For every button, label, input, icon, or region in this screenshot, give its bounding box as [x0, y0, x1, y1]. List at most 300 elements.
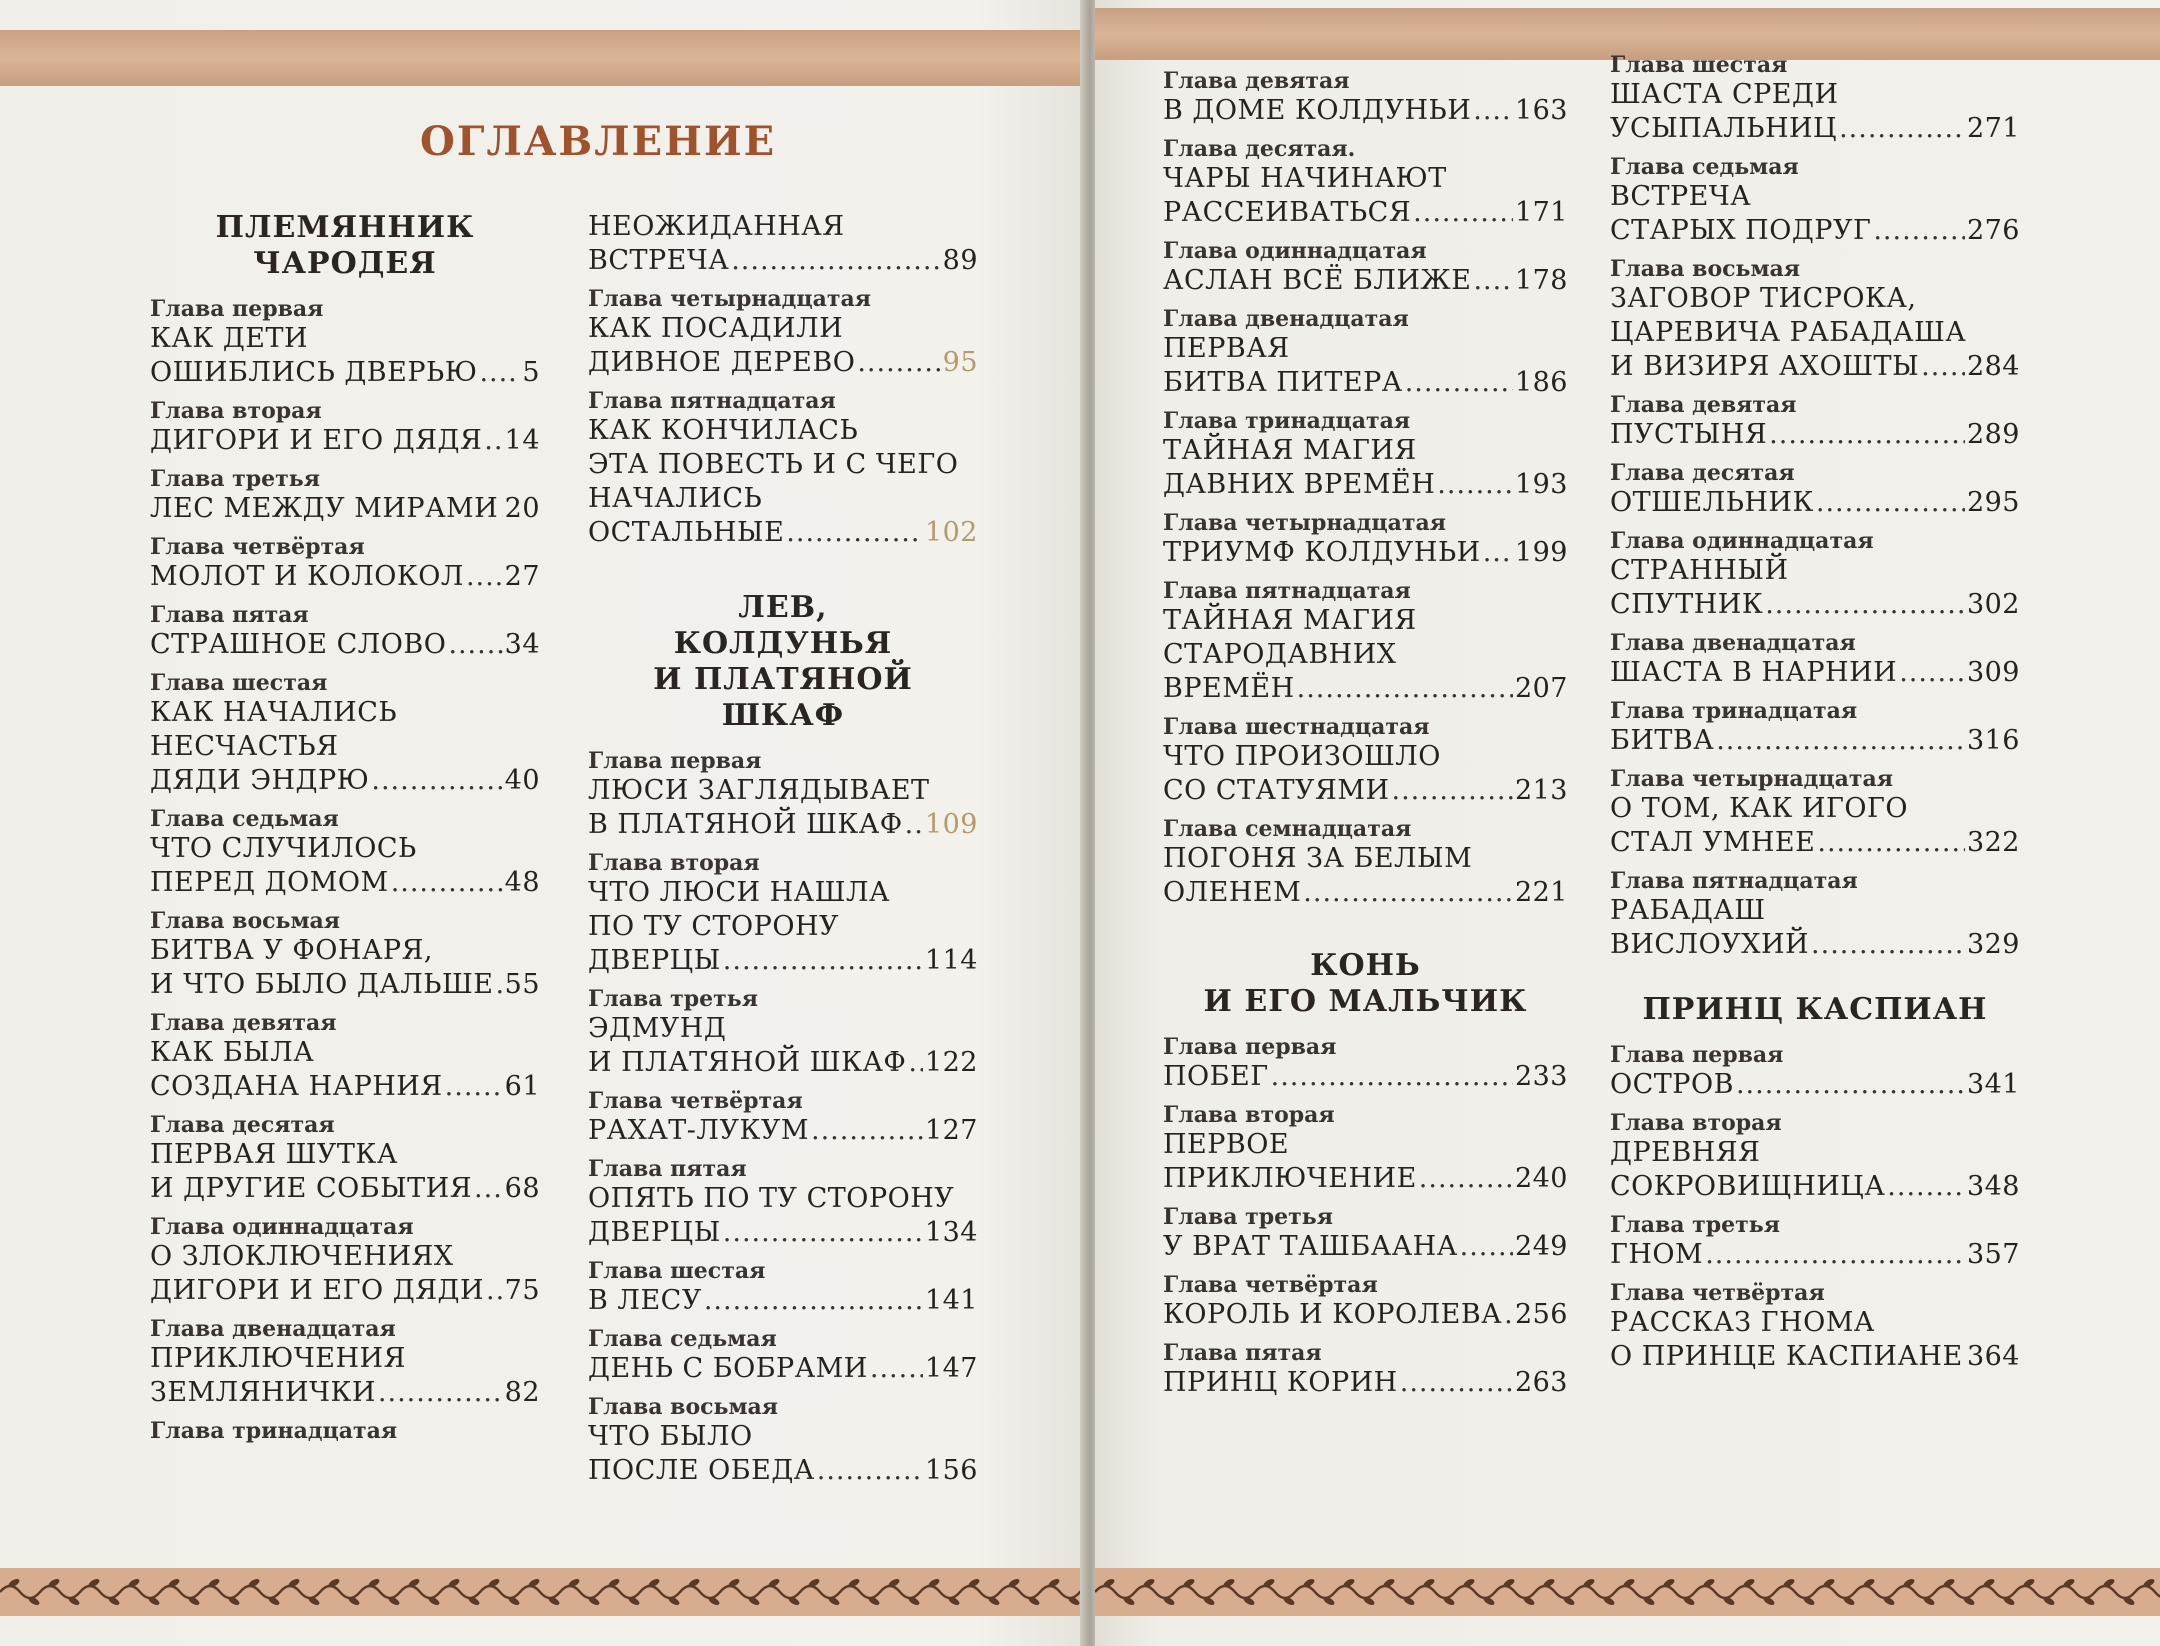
chapter-label: Глава первая	[588, 748, 762, 774]
toc-entry	[588, 388, 978, 550]
page-number: 134	[924, 1217, 978, 1248]
column-3	[1163, 68, 1568, 1408]
dot-leader	[474, 1172, 503, 1206]
right-page	[1095, 0, 2160, 1646]
chapter-title-line: КАК ПОСАДИЛИ	[588, 313, 844, 344]
page-number: 309	[1966, 657, 2020, 688]
chapter-title-line	[1163, 468, 1568, 502]
chapter-title-text: ОЛЕНЕМ	[1163, 877, 1302, 908]
dot-leader	[1816, 486, 1965, 520]
page-number: 295	[1966, 487, 2020, 518]
page-number: 364	[1966, 1341, 2020, 1372]
page-number: 322	[1966, 827, 2020, 858]
dot-leader	[1899, 656, 1965, 690]
page-number: 348	[1966, 1171, 2020, 1202]
dot-leader	[786, 516, 923, 550]
dot-leader	[1769, 418, 1965, 452]
chapter-label: Глава пятая	[150, 602, 309, 628]
dot-leader	[479, 356, 520, 390]
chapter-label: Глава вторая	[1163, 1102, 1335, 1128]
dot-leader	[1392, 774, 1513, 808]
chapter-title-line	[1163, 876, 1568, 910]
chapter-label: Глава третья	[588, 986, 758, 1012]
page-number: 75	[504, 1275, 540, 1306]
chapter-title-text: РАХАТ-ЛУКУМ	[588, 1115, 810, 1146]
chapter-label: Глава десятая	[1610, 460, 1795, 486]
chapter-title-line: ПЕРВАЯ ШУТКА	[150, 1139, 398, 1170]
chapter-label: Глава вторая	[1610, 1110, 1782, 1136]
chapter-label: Глава вторая	[150, 398, 322, 424]
book-title-line: И ЕГО МАЛЬЧИК	[1203, 984, 1528, 1019]
chapter-title-text: ОСТРОВ	[1610, 1069, 1734, 1100]
chapter-title-line: ОПЯТЬ ПО ТУ СТОРОНУ	[588, 1183, 955, 1214]
chapter-title-text: ДЕНЬ С БОБРАМИ	[588, 1353, 868, 1384]
dot-leader	[723, 1216, 923, 1250]
page-number: 34	[504, 629, 540, 660]
toc-entry	[1610, 528, 2020, 622]
chapter-title-line: КАК КОНЧИЛАСЬ	[588, 415, 859, 446]
book-title	[1610, 992, 2020, 1028]
chapter-label: Глава восьмая	[1610, 256, 1801, 282]
chapter-title-line: ШАСТА СРЕДИ	[1610, 79, 1839, 110]
dot-leader	[1473, 264, 1512, 298]
dot-leader	[870, 1352, 923, 1386]
page-number: 302	[1966, 589, 2020, 620]
page-number: 89	[942, 245, 978, 276]
chapter-title-text: ВРЕМЁН	[1163, 673, 1295, 704]
toc-entry	[588, 986, 978, 1080]
page-number: 147	[924, 1353, 978, 1384]
page-number: 207	[1514, 673, 1568, 704]
chapter-label: Глава тринадцатая	[150, 1418, 398, 1444]
chapter-list	[150, 296, 540, 1410]
dot-leader	[500, 492, 502, 526]
book-title-line: ЛЕВ,	[738, 590, 828, 625]
column-4	[1610, 52, 2020, 1382]
chapter-title-text: ОСТАЛЬНЫЕ	[588, 517, 785, 548]
toc-entry	[150, 908, 540, 1002]
chapter-title-text: ВСТРЕЧА	[588, 245, 730, 276]
page-number: 213	[1514, 775, 1568, 806]
chapter-title-line: СТАРОДАВНИХ	[1163, 639, 1397, 670]
chapter-label: Глава четырнадцатая	[1163, 510, 1446, 536]
toc-entry	[1610, 1110, 2020, 1204]
chapter-title-text: В ДОМЕ КОЛДУНЬИ	[1163, 95, 1472, 126]
chapter-title-line	[1610, 928, 2020, 962]
chapter-label: Глава девятая	[150, 1010, 337, 1036]
chapter-title-line	[150, 1172, 540, 1206]
chapter-title-line: КАК НАЧАЛИСЬ	[150, 697, 398, 728]
chapter-title-line	[588, 808, 978, 842]
page-number: 127	[924, 1115, 978, 1146]
dot-leader	[1887, 1170, 1965, 1204]
chapter-title-text: УСЫПАЛЬНИЦ	[1610, 113, 1838, 144]
page-number: 178	[1514, 265, 1568, 296]
chapter-title-line: ПРИКЛЮЧЕНИЯ	[150, 1343, 406, 1374]
chapter-title-text: ДВЕРЦЫ	[588, 945, 721, 976]
toc-entry	[1610, 52, 2020, 146]
chapter-title-line: СТРАННЫЙ	[1610, 555, 1789, 586]
chapter-title-text: ПОБЕГ	[1163, 1061, 1269, 1092]
page-number: 156	[924, 1455, 978, 1486]
chapter-label: Глава четырнадцатая	[588, 286, 871, 312]
page-number: 114	[924, 945, 978, 976]
chapter-label: Глава пятнадцатая	[1163, 578, 1411, 604]
chapter-label: Глава четвёртая	[150, 534, 365, 560]
toc-entry	[588, 210, 978, 278]
chapter-title-line: НЕСЧАСТЬЯ	[150, 731, 339, 762]
chapter-label: Глава вторая	[588, 850, 760, 876]
chapter-title-line	[150, 628, 540, 662]
chapter-title-text: БИТВА ПИТЕРА	[1163, 367, 1403, 398]
dot-leader	[496, 968, 503, 1002]
page-number: 271	[1966, 113, 2020, 144]
chapter-title-line	[1163, 196, 1568, 230]
dot-leader	[1504, 1298, 1513, 1332]
chapter-label: Глава восьмая	[588, 1394, 779, 1420]
chapter-title-line	[150, 1376, 540, 1410]
toc-entry	[150, 466, 540, 526]
toc-entry	[150, 1214, 540, 1308]
chapter-label: Глава четвёртая	[1163, 1272, 1378, 1298]
toc-entry	[150, 806, 540, 900]
chapter-label: Глава двенадцатая	[1163, 306, 1409, 332]
toc-entry	[150, 1316, 540, 1410]
chapter-title-line: ВСТРЕЧА	[1610, 181, 1752, 212]
chapter-label: Глава двенадцатая	[1610, 630, 1856, 656]
page-number: 82	[504, 1377, 540, 1408]
page-number: 27	[504, 561, 540, 592]
chapter-title-line	[588, 244, 978, 278]
chapter-title-line	[1610, 418, 2020, 452]
chapter-label: Глава третья	[150, 466, 320, 492]
toc-entry	[1610, 1280, 2020, 1374]
chapter-title-line	[1610, 588, 2020, 622]
chapter-label: Глава десятая	[150, 1112, 335, 1138]
book-title	[150, 210, 540, 282]
page-number: 199	[1514, 537, 1568, 568]
toc-entry	[588, 1088, 978, 1148]
page-number: 40	[504, 765, 540, 796]
chapter-title-text: В ЛЕСУ	[588, 1285, 702, 1316]
chapter-title-line	[150, 764, 540, 798]
toc-entry	[1610, 392, 2020, 452]
chapter-title-line: НАЧАЛИСЬ	[588, 483, 763, 514]
chapter-title-text: ДЯДИ ЭНДРЮ	[150, 765, 370, 796]
page-number: 329	[1966, 929, 2020, 960]
chapter-title-line: ЭТА ПОВЕСТЬ И С ЧЕГО	[588, 449, 959, 480]
chapter-title-line	[588, 1284, 978, 1318]
chapter-title-line	[1163, 1162, 1568, 1196]
dot-leader	[905, 808, 923, 842]
chapter-title-text: ПРИНЦ КОРИН	[1163, 1367, 1398, 1398]
page-number: 357	[1966, 1239, 2020, 1270]
chapter-title-text: ТРИУМФ КОЛДУНЬИ	[1163, 537, 1481, 568]
chapter-title-line	[1163, 774, 1568, 808]
toc-entry	[1163, 408, 1568, 502]
dot-leader	[1921, 350, 1965, 384]
chapter-list	[1610, 52, 2020, 962]
toc-entry	[1163, 68, 1568, 128]
chapter-title-line	[588, 346, 978, 380]
toc-entry	[1610, 630, 2020, 690]
book-title-line: ПРИНЦ КАСПИАН	[1642, 992, 1988, 1027]
chapter-title-line	[588, 1114, 978, 1148]
dot-leader	[908, 1046, 923, 1080]
chapter-title-line	[588, 1352, 978, 1386]
chapter-title-line: БИТВА У ФОНАРЯ,	[150, 935, 433, 966]
chapter-title-text: СО СТАТУЯМИ	[1163, 775, 1390, 806]
chapter-title-line	[1163, 94, 1568, 128]
toc-entry	[588, 748, 978, 842]
chapter-title-line: ПЕРВАЯ	[1163, 333, 1290, 364]
dot-leader	[1483, 536, 1513, 570]
toc-entry	[1163, 510, 1568, 570]
chapter-label: Глава четвёртая	[588, 1088, 803, 1114]
toc-entry	[1163, 816, 1568, 910]
column-2	[588, 210, 978, 1496]
chapter-title-line	[1163, 1298, 1568, 1332]
chapter-title-text: ОТШЕЛЬНИК	[1610, 487, 1814, 518]
chapter-title-text: МОЛОТ И КОЛОКОЛ	[150, 561, 464, 592]
dot-leader	[1271, 1060, 1513, 1094]
chapter-label: Глава одиннадцатая	[150, 1214, 414, 1240]
column-1	[150, 210, 540, 1452]
ornament-vine-icon	[0, 1568, 1085, 1616]
chapter-label: Глава третья	[1163, 1204, 1333, 1230]
chapter-title-line: О ЗЛОКЛЮЧЕНИЯХ	[150, 1241, 454, 1272]
chapter-label: Глава семнадцатая	[1163, 816, 1412, 842]
dot-leader	[466, 560, 503, 594]
dot-leader	[1297, 672, 1513, 706]
dot-leader	[1413, 196, 1513, 230]
page-number: 171	[1514, 197, 1568, 228]
page-number: 102	[924, 517, 978, 548]
chapter-title-line	[588, 1046, 978, 1080]
chapter-title-line	[1163, 1366, 1568, 1400]
toc-entry	[1610, 766, 2020, 860]
chapter-list	[1163, 68, 1568, 910]
toc-entry	[150, 602, 540, 662]
toc-entry	[1163, 238, 1568, 298]
book-title-line: КОЛДУНЬЯ	[673, 626, 893, 661]
chapter-title-line	[1163, 672, 1568, 706]
chapter-title-line	[1163, 264, 1568, 298]
book-title	[1163, 948, 1568, 1020]
chapter-title-line: ЧТО ЛЮСИ НАШЛА	[588, 877, 890, 908]
chapter-title-text: ПЕРЕД ДОМОМ	[150, 867, 389, 898]
chapter-label: Глава седьмая	[150, 806, 339, 832]
chapter-title-text: О ПРИНЦЕ КАСПИАНЕ	[1610, 1341, 1963, 1372]
chapter-label: Глава шестая	[1610, 52, 1788, 78]
dot-leader	[448, 628, 502, 662]
chapter-label: Глава двенадцатая	[150, 1316, 396, 1342]
toc-entry	[150, 1112, 540, 1206]
chapter-title-line	[1163, 1230, 1568, 1264]
chapter-label: Глава шестнадцатая	[1163, 714, 1430, 740]
dot-leader	[1400, 1366, 1513, 1400]
page-number: 14	[504, 425, 540, 456]
chapter-title-line: ЗАГОВОР ТИСРОКА,	[1610, 283, 1917, 314]
chapter-title-line: ТАЙНАЯ МАГИЯ	[1163, 605, 1417, 636]
chapter-label: Глава одиннадцатая	[1163, 238, 1427, 264]
chapter-title-line	[1610, 214, 2020, 248]
toc-entry	[1163, 1340, 1568, 1400]
page-number: 141	[924, 1285, 978, 1316]
dot-leader	[811, 1114, 923, 1148]
page-number: 289	[1966, 419, 2020, 450]
dot-leader	[445, 1070, 503, 1104]
chapter-title-text: ДАВНИХ ВРЕМЁН	[1163, 469, 1436, 500]
chapter-label: Глава девятая	[1163, 68, 1350, 94]
dot-leader	[1765, 588, 1965, 622]
toc-entry	[1163, 714, 1568, 808]
toc-entry	[150, 670, 540, 798]
dot-leader	[486, 1274, 503, 1308]
chapter-title-line	[1610, 112, 2020, 146]
page-number: 240	[1514, 1163, 1568, 1194]
toc-entry	[1610, 1042, 2020, 1102]
page-number: 284	[1966, 351, 2020, 382]
chapter-title-text: СПУТНИК	[1610, 589, 1764, 620]
chapter-title-line	[1610, 1170, 2020, 1204]
page-number: 256	[1514, 1299, 1568, 1330]
book-title-line: ПЛЕМЯННИК	[215, 210, 475, 245]
dot-leader	[1811, 928, 1965, 962]
chapter-label: Глава десятая.	[1163, 136, 1356, 162]
chapter-title-text: И ПЛАТЯНОЙ ШКАФ	[588, 1047, 907, 1078]
toc-entry	[1163, 1272, 1568, 1332]
chapter-title-text: И ДРУГИЕ СОБЫТИЯ	[150, 1173, 473, 1204]
chapter-label: Глава седьмая	[588, 1326, 777, 1352]
chapter-title-text: СОЗДАНА НАРНИЯ	[150, 1071, 443, 1102]
chapter-label: Глава пятнадцатая	[1610, 868, 1858, 894]
chapter-label: Глава седьмая	[1610, 154, 1799, 180]
chapter-label: Глава четвёртая	[1610, 1280, 1825, 1306]
chapter-label: Глава пятнадцатая	[588, 388, 836, 414]
chapter-title-line	[588, 516, 978, 550]
page-number: 5	[522, 357, 540, 388]
chapter-title-line	[1610, 656, 2020, 690]
dot-leader	[1419, 1162, 1513, 1196]
chapter-title-line	[588, 944, 978, 978]
chapter-title-text: В ПЛАТЯНОЙ ШКАФ	[588, 809, 903, 840]
toc-entry	[150, 398, 540, 458]
page-number: 61	[504, 1071, 540, 1102]
chapter-title-line	[1610, 1238, 2020, 1272]
chapter-title-line	[150, 1070, 540, 1104]
chapter-title-line: ЧАРЫ НАЧИНАЮТ	[1163, 163, 1447, 194]
bottom-ornament-band	[1095, 1568, 2160, 1616]
toc-entry	[150, 1418, 540, 1444]
chapter-title-text: КОРОЛЬ И КОРОЛЕВА	[1163, 1299, 1503, 1330]
top-decorative-band	[0, 30, 1085, 86]
chapter-title-line	[150, 968, 540, 1002]
dot-leader	[1705, 1238, 1965, 1272]
chapter-title-line: ТАЙНАЯ МАГИЯ	[1163, 435, 1417, 466]
chapter-label: Глава шестая	[588, 1258, 766, 1284]
chapter-list	[1610, 1042, 2020, 1374]
chapter-title-line	[588, 1216, 978, 1250]
page-number: 68	[504, 1173, 540, 1204]
chapter-title-text: ДИВНОЕ ДЕРЕВО	[588, 347, 856, 378]
page-number: 55	[504, 969, 540, 1000]
chapter-label: Глава восьмая	[150, 908, 341, 934]
chapter-title-line	[150, 492, 540, 526]
dot-leader	[704, 1284, 923, 1318]
page-number: 122	[924, 1047, 978, 1078]
chapter-list	[1163, 1034, 1568, 1400]
chapter-list	[588, 748, 978, 1488]
chapter-title-line	[1163, 1060, 1568, 1094]
dot-leader	[484, 424, 502, 458]
chapter-title-line	[1163, 366, 1568, 400]
chapter-title-text: СТАЛ УМНЕЕ	[1610, 827, 1816, 858]
chapter-title-line: КАК БЫЛА	[150, 1037, 315, 1068]
dot-leader	[1405, 366, 1513, 400]
dot-leader	[1716, 724, 1965, 758]
chapter-label: Глава первая	[1163, 1034, 1337, 1060]
chapter-label: Глава первая	[150, 296, 324, 322]
dot-leader	[1839, 112, 1965, 146]
dot-leader	[1817, 826, 1965, 860]
chapter-title-text: АСЛАН ВСЁ БЛИЖЕ	[1163, 265, 1472, 296]
dot-leader	[857, 346, 940, 380]
chapter-title-line: ЦАРЕВИЧА РАБАДАША	[1610, 317, 1967, 348]
toc-entry	[1610, 256, 2020, 384]
chapter-title-line: РАБАДАШ	[1610, 895, 1766, 926]
toc-entry	[588, 1394, 978, 1488]
chapter-title-line	[150, 424, 540, 458]
book-title-line: ЧАРОДЕЯ	[253, 246, 437, 281]
chapter-title-line	[1610, 1340, 2020, 1374]
chapter-title-line	[150, 866, 540, 900]
page-number: 316	[1966, 725, 2020, 756]
chapter-label: Глава пятая	[588, 1156, 747, 1182]
chapter-title-text: У ВРАТ ТАШБААНА	[1163, 1231, 1458, 1262]
chapter-title-line: ПО ТУ СТОРОНУ	[588, 911, 840, 942]
chapter-title-line	[588, 1454, 978, 1488]
dot-leader	[378, 1376, 503, 1410]
page-number: 109	[924, 809, 978, 840]
dot-leader	[731, 244, 940, 278]
dot-leader	[723, 944, 923, 978]
chapter-title-line	[1610, 1068, 2020, 1102]
toc-entry	[588, 850, 978, 978]
dot-leader	[1303, 876, 1513, 910]
dot-leader	[1460, 1230, 1513, 1264]
chapter-label: Глава тринадцатая	[1163, 408, 1411, 434]
chapter-title-text: СТАРЫХ ПОДРУГ	[1610, 215, 1872, 246]
chapter-title-text: СТРАШНОЕ СЛОВО	[150, 629, 447, 660]
chapter-title-text: СОКРОВИЩНИЦА	[1610, 1171, 1886, 1202]
chapter-label: Глава пятая	[1163, 1340, 1322, 1366]
toc-entry	[588, 1156, 978, 1250]
chapter-title-text: ПОСЛЕ ОБЕДА	[588, 1455, 815, 1486]
toc-entry	[1610, 460, 2020, 520]
ornament-vine-icon	[1095, 1568, 2160, 1616]
chapter-label: Глава первая	[1610, 1042, 1784, 1068]
chapter-title-line: РАССКАЗ ГНОМА	[1610, 1307, 1875, 1338]
toc-entry	[1163, 1204, 1568, 1264]
chapter-label: Глава шестая	[150, 670, 328, 696]
chapter-title-text: ПРИКЛЮЧЕНИЕ	[1163, 1163, 1417, 1194]
page-number: 233	[1514, 1061, 1568, 1092]
chapter-title-text: ДИГОРИ И ЕГО ДЯДИ	[150, 1275, 484, 1306]
chapter-title-line: ЧТО БЫЛО	[588, 1421, 753, 1452]
toc-entry	[1163, 578, 1568, 706]
chapter-list	[588, 286, 978, 550]
